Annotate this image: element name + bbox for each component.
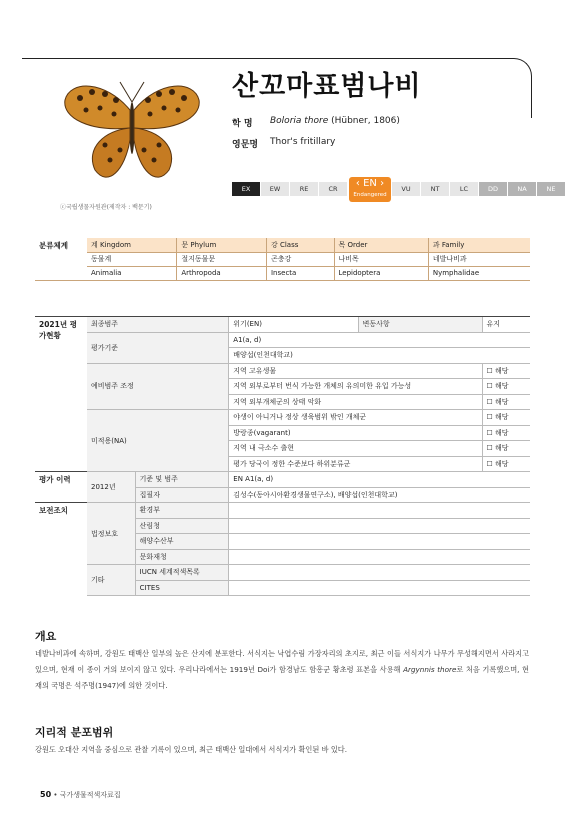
page-footer: 50 • 국가생물적색자료집: [40, 790, 121, 799]
taxonomy-latin: Nymphalidae: [428, 266, 530, 280]
taxonomy-header: 계 Kingdom: [87, 238, 177, 252]
category-en: EN: [363, 178, 377, 189]
taxonomy-korean: 동물계: [87, 252, 177, 266]
category-re: RE: [290, 182, 318, 196]
criteria-value: A1(a, d): [229, 332, 530, 348]
check-box: ☐ 해당: [482, 410, 530, 426]
legal-label: 법정보호: [87, 503, 135, 565]
category-vu: VU: [392, 182, 420, 196]
na-label: 미적용(NA): [87, 410, 229, 472]
history-author-label: 집필자: [135, 487, 229, 503]
taxonomy-latin: Lepidoptera: [334, 266, 428, 280]
check-box: ☐ 해당: [482, 425, 530, 441]
book-title: 국가생물적색자료집: [59, 791, 121, 799]
category-en-caption: Endangered: [353, 192, 387, 198]
butterfly-image: [50, 70, 218, 198]
change-label: 변동사항: [358, 317, 482, 333]
history-year: 2012년: [87, 472, 135, 503]
check-box: ☐ 해당: [482, 363, 530, 379]
species-names: [232, 116, 400, 158]
category-ex: EX: [232, 182, 260, 196]
history-category-value: EN A1(a, d): [229, 472, 530, 488]
taxonomy-header: 목 Order: [334, 238, 428, 252]
taxonomy-header: 문 Phylum: [177, 238, 267, 252]
prelim-item: 지역 고유생물: [229, 363, 482, 379]
page-number: 50: [40, 790, 52, 799]
final-category-label: 최종범주: [87, 317, 229, 333]
category-scale: [232, 178, 566, 202]
other-label: 기타: [87, 565, 135, 596]
scientific-author: (Hübner, 1806): [328, 116, 400, 126]
prelim-item: 지역 외부로부터 번식 가능한 개체의 유의미한 유입 가능성: [229, 379, 482, 395]
taxonomy-table: [35, 238, 530, 281]
evaluation-table: [35, 316, 530, 596]
na-item: 야생이 아니거나 정상 생육범위 밖인 개체군: [229, 410, 482, 426]
check-box: ☐ 해당: [482, 456, 530, 472]
history-category-label: 기준 및 범주: [135, 472, 229, 488]
taxonomy-korean: 곤충강: [266, 252, 334, 266]
change-value: 유지: [482, 317, 530, 333]
taxonomy-header: 강 Class: [266, 238, 334, 252]
check-box: ☐ 해당: [482, 394, 530, 410]
legal-item: 해양수산부: [135, 534, 229, 550]
criteria-label: 평가기준: [87, 332, 229, 363]
na-item: 평가 당국이 정한 수준보다 하위분류군: [229, 456, 482, 472]
category-nt: NT: [421, 182, 449, 196]
check-box: ☐ 해당: [482, 441, 530, 457]
page-title: 산꼬마표범나비: [232, 71, 422, 102]
overview-text: 네발나비과에 속하며, 강원도 태백산 일부의 높은 산지에 분포한다. 서식지는 낙엽수림 가장자리의 초지로, 최근 이들 서식지가 나무가 무성해지면서 사라지고 있으며, 현재 이 종이 거의 보이지 않고 있다. 우리나라에서는 1919년 Doi가 함경남도 함흥군 황초령 표본을 사용해 Argynnis thore로 처음 기록했으며, 현재의 국명은 석주명(1947)에 의한 것이다.: [35, 649, 529, 690]
na-item: 방랑종(vagarant): [229, 425, 482, 441]
taxonomy-korean: 나비목: [334, 252, 428, 266]
na-item: 지역 내 극소수 출현: [229, 441, 482, 457]
taxonomy-latin: Insecta: [266, 266, 334, 280]
taxonomy-latin: Animalia: [87, 266, 177, 280]
taxonomy-header: 과 Family: [428, 238, 530, 252]
english-name: Thor's fritillary: [270, 137, 336, 147]
taxonomy-label: 분류체계: [35, 238, 87, 280]
category-lc: LC: [450, 182, 478, 196]
final-category-value: 위기(EN): [229, 317, 358, 333]
taxonomy-latin: Arthropoda: [177, 266, 267, 280]
evaluation-2021-label: 2021년 평가현황: [35, 317, 87, 472]
distribution-heading: 지리적 분포범위: [35, 726, 114, 739]
english-name-label: 영문명: [232, 140, 259, 150]
scientific-name-label: 학 명: [232, 119, 253, 129]
overview-heading: 개요: [35, 630, 57, 643]
other-item: CITES: [135, 580, 229, 596]
history-label: 평가 이력: [35, 472, 87, 503]
protection-label: 보전조치: [35, 503, 87, 596]
category-dd: DD: [479, 182, 507, 196]
distribution-text: 강원도 오대산 지역을 중심으로 관찰 기록이 있으며, 최근 태백산 일대에서 서식지가 확인된 바 있다.: [35, 745, 347, 754]
category-ew: EW: [261, 182, 289, 196]
other-item: IUCN 세계적색목록: [135, 565, 229, 581]
category-cr: CR: [319, 182, 347, 196]
prelim-item: 지역 외부개체군의 상태 악화: [229, 394, 482, 410]
history-author-value: 김성수(동아시아환경생물연구소), 배양섭(인천대학교): [229, 487, 530, 503]
category-na: NA: [508, 182, 536, 196]
legal-item: 환경부: [135, 503, 229, 519]
taxonomy-korean: 네발나비과: [428, 252, 530, 266]
category-ne: NE: [537, 182, 565, 196]
scientific-name: Boloria thore: [270, 116, 329, 126]
legal-item: 문화재청: [135, 549, 229, 565]
taxonomy-korean: 절지동물문: [177, 252, 267, 266]
check-box: ☐ 해당: [482, 379, 530, 395]
legal-item: 산림청: [135, 518, 229, 534]
prelim-label: 예비범주 조정: [87, 363, 229, 410]
criteria-author: 배양섭(인천대학교): [229, 348, 530, 364]
category-en-selected: ‹ EN › Endangered: [349, 177, 391, 202]
photo-credit: ⓒ국립생물자원관(제작자 : 백문기): [60, 204, 152, 211]
